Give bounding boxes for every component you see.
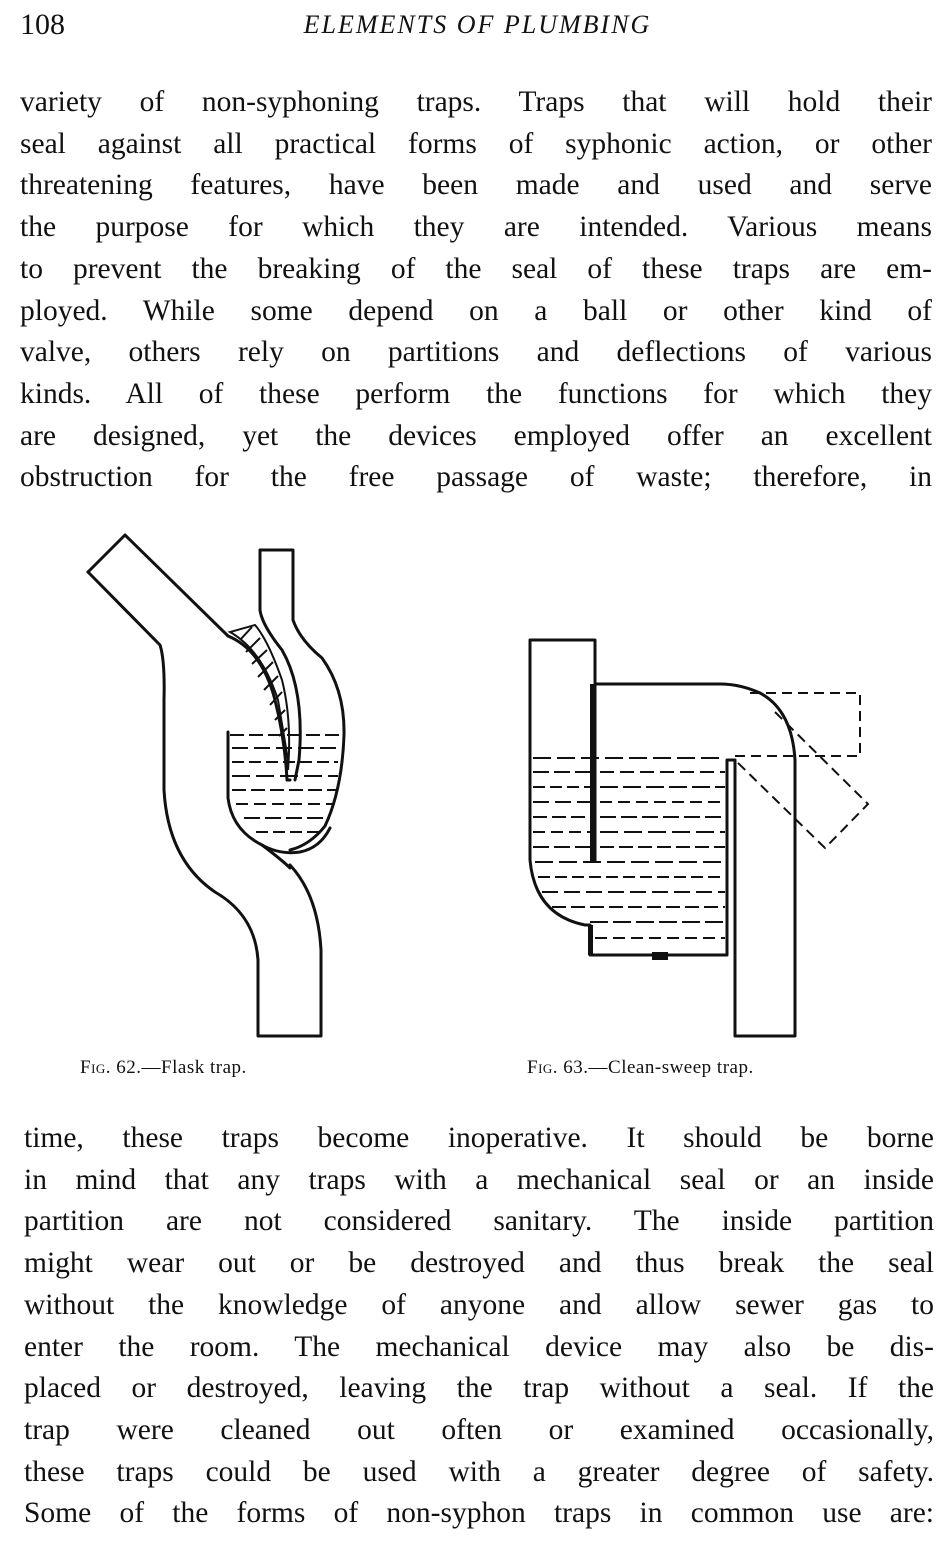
text-line: might wear out or be destroyed and thus break the seal: [24, 1247, 934, 1280]
text-line: obstruction for the free passage of waste; therefore, in: [20, 461, 932, 494]
fig63-label: Fig.: [527, 1057, 559, 1078]
flask-trap-figure: [80, 528, 370, 1048]
page-header: [20, 8, 935, 48]
text-line: threatening features, have been made and used and serve: [20, 169, 932, 202]
paragraph-2: [24, 1118, 934, 1535]
text-line: trap were cleaned out often or examined occasionally,: [24, 1413, 934, 1446]
running-title: ELEMENTS OF PLUMBING: [303, 10, 652, 39]
paragraph-1: [20, 82, 932, 499]
text-line: in mind that any traps with a mechanical seal or an inside: [24, 1163, 934, 1196]
text-line: are designed, yet the devices employed offer an excellent: [20, 419, 932, 452]
fig62-caption: [80, 1057, 247, 1079]
text-line: to prevent the breaking of the seal of these traps are em-: [20, 252, 932, 285]
text-line: Some of the forms of non-syphon traps in common use are:: [24, 1497, 934, 1530]
text-line: the purpose for which they are intended. Various means: [20, 211, 932, 244]
clean-sweep-trap-figure: [520, 628, 880, 1048]
fig63-text: 63.—Clean-sweep trap.: [563, 1057, 754, 1078]
text-line: ployed. While some depend on a ball or other kind of: [20, 294, 932, 327]
text-line: these traps could be used with a greater degree of safety.: [24, 1455, 934, 1488]
text-line: partition are not considered sanitary. The inside partition: [24, 1205, 934, 1238]
text-line: variety of non-syphoning traps. Traps that will hold their: [20, 86, 932, 118]
fig62-text: 62.—Flask trap.: [116, 1057, 247, 1078]
text-line: kinds. All of these perform the functions for which they: [20, 377, 932, 410]
page-number: 108: [20, 8, 65, 41]
fig63-caption: [527, 1057, 754, 1079]
text-line: without the knowledge of anyone and allow sewer gas to: [24, 1288, 934, 1321]
text-line: time, these traps become inoperative. It should be borne: [24, 1122, 934, 1154]
text-line: valve, others rely on partitions and deflections of various: [20, 336, 932, 369]
text-line: placed or destroyed, leaving the trap without a seal. If the: [24, 1372, 934, 1405]
text-line: enter the room. The mechanical device may also be dis-: [24, 1330, 934, 1363]
fig62-label: Fig.: [80, 1057, 112, 1078]
text-line: seal against all practical forms of syphonic action, or other: [20, 127, 932, 160]
